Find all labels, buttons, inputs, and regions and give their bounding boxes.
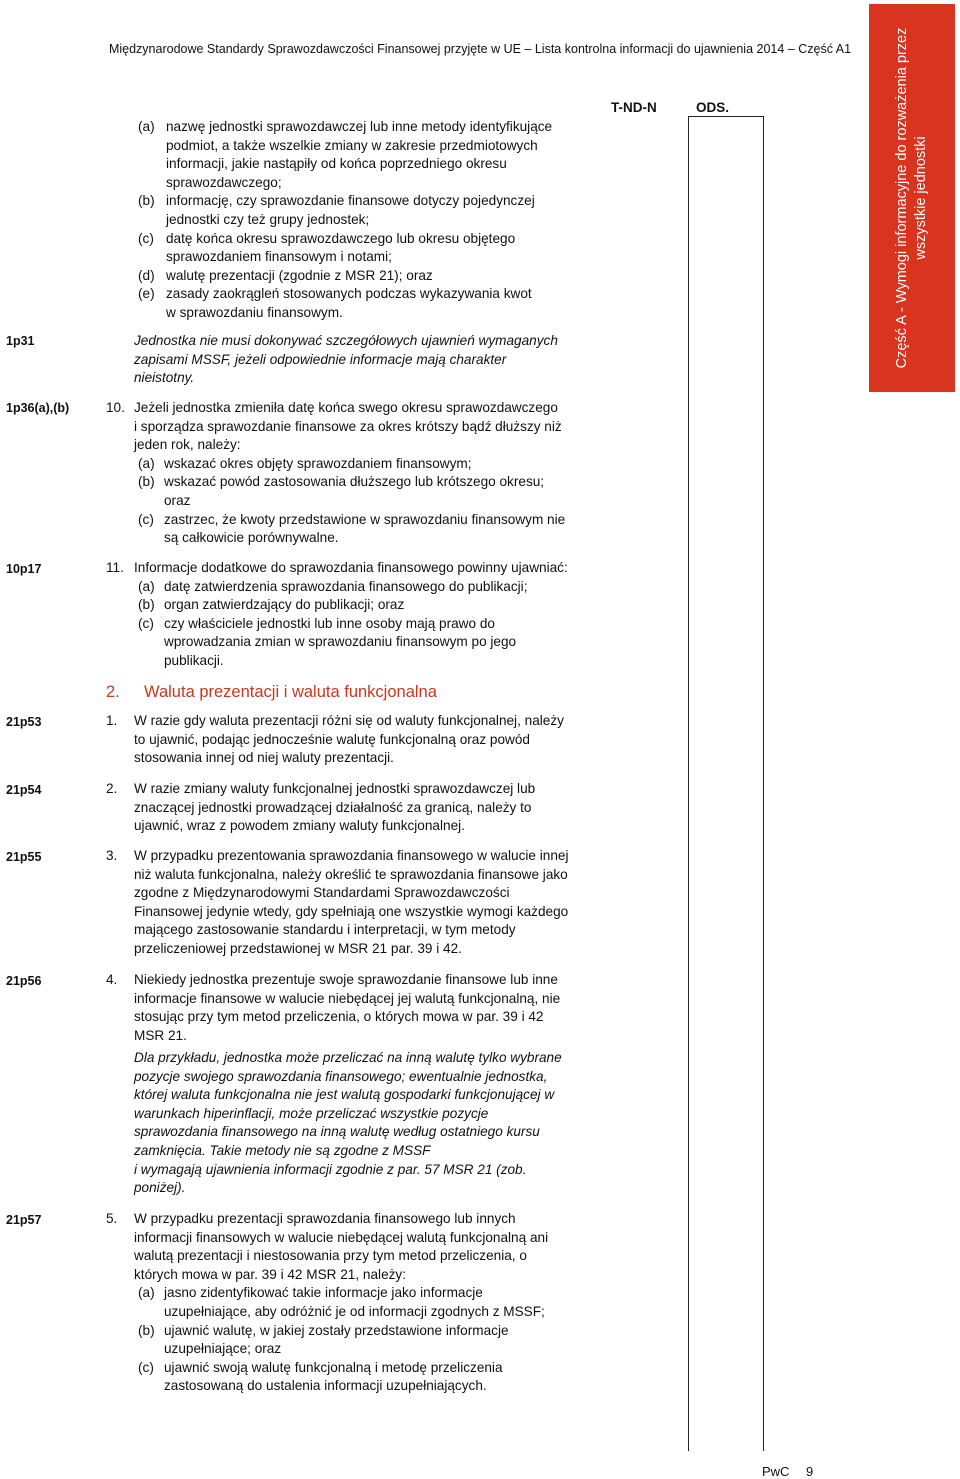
section-number: 2.: [106, 683, 120, 701]
page-header: Międzynarodowe Standardy Sprawozdawczości Finansowej przyjęte w UE – Lista kontrolna informacji do ujawnienia 2014 – Część A1: [108, 42, 852, 56]
list-item: (a) wskazać okres objęty sprawozdaniem finansowym;: [138, 455, 472, 471]
column-header-ods: ODS.: [696, 100, 730, 115]
item-number: 11.: [106, 560, 124, 575]
list-item: (c) ujawnić swoją walutę funkcjonalną i metodę przeliczenia zastosowaną do ustalenia informacji uzupełniających.: [138, 1359, 503, 1394]
reference-21p53: 21p53: [6, 715, 42, 729]
column-header-tndn: T-ND-N: [611, 100, 657, 115]
continued-item-list: [138, 118, 598, 323]
reference-21p56: 21p56: [6, 974, 42, 988]
list-item: (b) wskazać powód zastosowania dłuższego lub krótszego okresu; oraz: [138, 474, 545, 508]
item-2-text: W razie zmiany waluty funkcjonalnej jednostki sprawozdawczej lub znaczącej jednostki prowadzącej działalność za granicą, należy to ujawnić, wraz z powodem zmiany waluty funkcjonalnej.: [134, 781, 536, 834]
ods-column-right-rule: [763, 116, 764, 1451]
list-item: (b) organ zatwierdzający do publikacji; oraz: [138, 597, 405, 613]
part-a-sidebar: [869, 4, 955, 392]
list-item: (c) zastrzec, że kwoty przedstawione w sprawozdaniu finansowym nie są całkowicie porównywalne.: [138, 511, 566, 546]
item-11-text: Informacje dodatkowe do sprawozdania finansowego powinny ujawniać: (a) datę zatwierdzenia sprawozdania finansowego do publikacji; (b) organ zatwierdzający do publikacji; oraz (c) czy właściciele jednostki lub inne osoby mają prawo do wprowadzania zmian w sprawozdaniu finansowym po jego publikacji.: [134, 559, 604, 671]
item-number: 1.: [106, 713, 118, 728]
item-4-example: Dla przykładu, jednostka może przeliczać na inną walutę tylko wybrane pozycje swojego sprawozdania finansowego; ewentualnie jednostka, której waluta funkcjonalna nie jest walutą gospodarki funkcjonującej w warunkach hiperinflacji, może przeliczać wszystkie pozycje sprawozdania finansowego na inną walutę według ostatniego kursu zamknięcia. Takie metody nie są zgodne z MSSF i wymagają ujawnienia informacji zgodnie z par. 57 MSR 21 (zob. poniżej).: [134, 1050, 562, 1196]
item-number: 3.: [106, 848, 118, 863]
item-number: 5.: [106, 1211, 118, 1226]
list-item: (a) jasno zidentyfikować takie informacje jako informacje uzupełniające, aby odróżnić je od informacji zgodnych z MSSF;: [138, 1285, 545, 1319]
item-number: 2.: [106, 781, 118, 796]
list-item: (c) czy właściciele jednostki lub inne osoby mają prawo do wprowadzania zmian w sprawozdaniu finansowym po jego publikacji.: [138, 615, 517, 668]
item-10-text: Jeżeli jednostka zmieniła datę końca swego okresu sprawozdawczego i sporządza sprawozdanie finansowe za okres krótszy bądź dłuższy niż jeden rok, należy: (a) wskazać okres objęty sprawozdaniem finansowym; (b) wskazać powód zastosowania dłuższego lub krótszego okresu; oraz (c) zastrzec, że kwoty przedstawione w sprawozdaniu finansowym nie są całkowicie porównywalne.: [134, 399, 604, 548]
ods-column-left-rule: [688, 116, 689, 1451]
section-title: Waluta prezentacji i waluta funkcjonalna: [144, 683, 437, 701]
list-item: (c) datę końca okresu sprawozdawczego lub okresu objętego sprawozdaniem finansowym i notami;: [138, 230, 516, 265]
footer-brand: PwC: [762, 1464, 790, 1479]
item-1-text: W razie gdy waluta prezentacji różni się od waluty funkcjonalnej, należy to ujawnić, podając jednocześnie walutę funkcjonalną oraz powód stosowania innej od niej waluty prezentacji.: [134, 713, 564, 766]
reference-21p54: 21p54: [6, 783, 42, 797]
item-number: 4.: [106, 972, 118, 987]
list-item: (b) informację, czy sprawozdanie finansowe dotyczy pojedynczej jednostki czy też grupy jednostek;: [138, 193, 535, 227]
list-item: (d) walutę prezentacji (zgodnie z MSR 21); oraz: [138, 267, 433, 283]
reference-21p55: 21p55: [6, 850, 42, 864]
sidebar-label: Część A - Wymogi informacyjne do rozważenia przez wszystkie jednostki: [894, 27, 929, 369]
reference-1p31: 1p31: [6, 334, 35, 348]
materiality-note: Jednostka nie musi dokonywać szczegółowych ujawnień wymaganych zapisami MSSF, jeżeli odpowiednie informacje mają charakter nieistotny.: [134, 333, 558, 386]
list-item: (e) zasady zaokrągleń stosowanych podczas wykazywania kwot w sprawozdaniu finansowym.: [138, 286, 532, 320]
list-item: (b) ujawnić walutę, w jakiej zostały przedstawione informacje uzupełniające; oraz: [138, 1322, 509, 1357]
list-item: (a) nazwę jednostki sprawozdawczej lub inne metody identyfikujące podmiot, a także wszelkie zmiany w zakresie przedmiotowych informacji, jakie nastąpiły od końca poprzedniego okresu sprawozdawczego;: [138, 119, 553, 190]
reference-21p57: 21p57: [6, 1213, 42, 1227]
list-item: (a) datę zatwierdzenia sprawozdania finansowego do publikacji;: [138, 578, 528, 594]
reference-10p17: 10p17: [6, 562, 42, 576]
reference-1p36: 1p36(a),(b): [6, 401, 70, 415]
item-4-text: Niekiedy jednostka prezentuje swoje sprawozdanie finansowe lub inne informacje finansowe w walucie niebędącej jej walutą funkcjonalną, nie stosując przy tym metod przeliczenia, o których mowa w par. 39 i 42 MSR 21.: [134, 972, 561, 1043]
item-3-text: W przypadku prezentowania sprawozdania finansowego w walucie innej niż waluta funkcjonalna, należy określić te sprawozdania finansowe jako zgodne z Międzynarodowymi Standardami Sprawozdawczości Finansowej jedynie wtedy, gdy spełniają one wszystkie wymogi każdego mającego zastosowanie standardu i interpretacji, w tym metody przeliczeniowej przedstawionej w MSR 21 par. 39 i 42.: [134, 848, 569, 956]
ods-column-top-rule: [688, 116, 764, 117]
item-5-text: W przypadku prezentacji sprawozdania finansowego lub innych informacji finansowych w walucie niebędącej walutą funkcjonalną ani walutą prezentacji i niestosowania przy tym metod przeliczenia, o których mowa w par. 39 i 42 MSR 21, należy: (a) jasno zidentyfikować takie informacje jako informacje uzupełniające, aby odróżnić je od informacji zgodnych z MSSF; (b) ujawnić walutę, w jakiej zostały przedstawione informacje uzupełniające; oraz (c) ujawnić swoją walutę funkcjonalną i metodę przeliczenia zastosowaną do ustalenia informacji uzupełniających.: [134, 1210, 604, 1396]
item-number: 10.: [106, 400, 125, 415]
page-number: 9: [806, 1464, 814, 1479]
